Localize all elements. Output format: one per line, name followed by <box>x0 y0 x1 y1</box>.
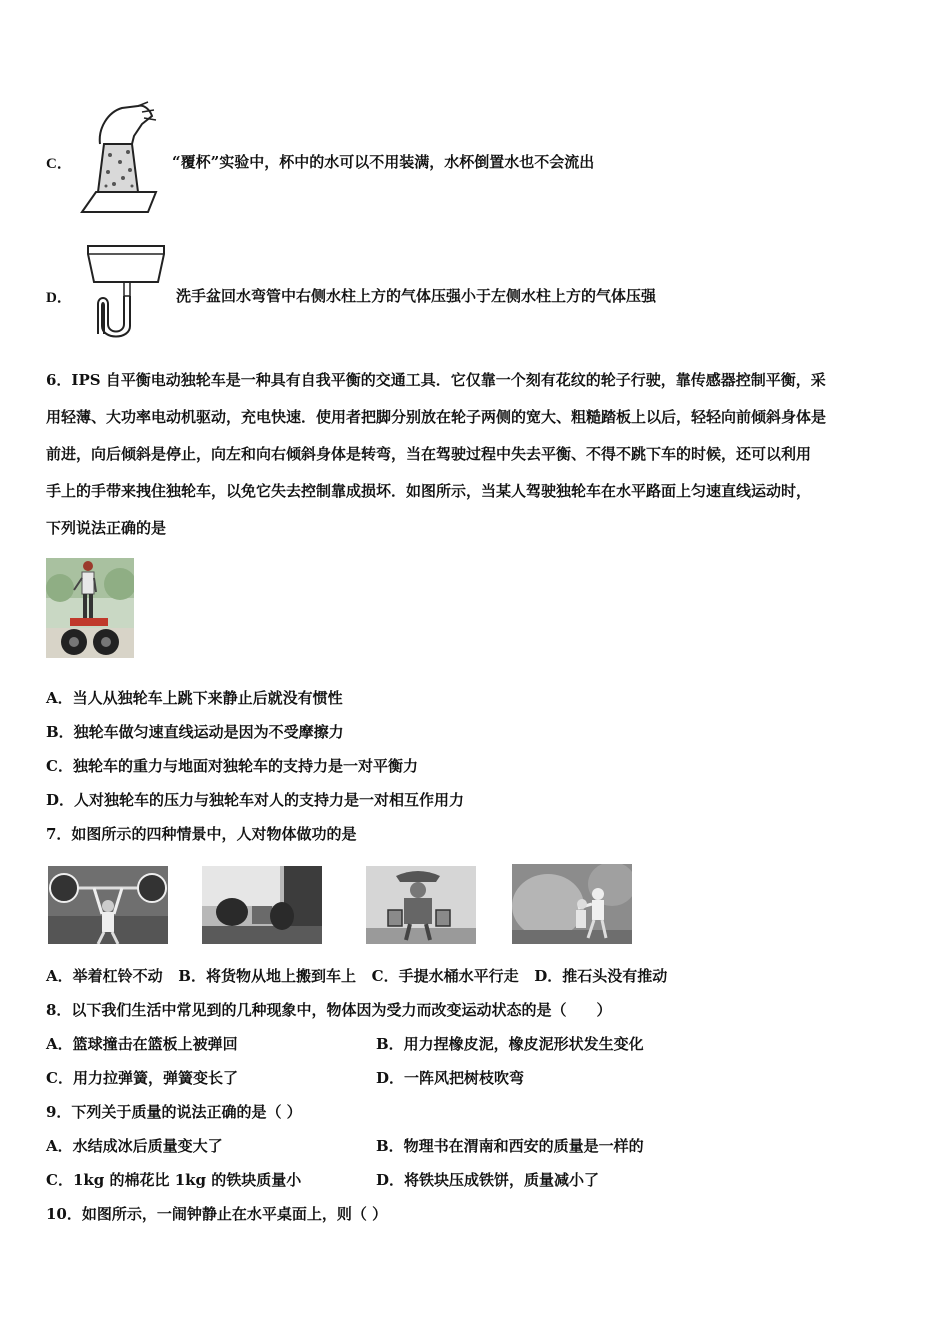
q8-option-b: B．用力捏橡皮泥，橡皮泥形状发生变化 <box>376 1035 644 1053</box>
q6-option-b: B．独轮车做匀速直线运动是因为不受摩擦力 <box>46 723 344 741</box>
sink-trap-illustration <box>84 242 168 340</box>
option-d-label: D． <box>46 290 72 306</box>
barbell-photo <box>48 866 168 944</box>
q7-options: A．举着杠铃不动 B．将货物从地上搬到车上 C．手提水桶水平行走 D．推石头没有推动 <box>46 967 668 985</box>
q6-line-2: 用轻薄、大功率电动机驱动，充电快速．使用者把脚分别放在轮子两侧的宽大、粗糙踏板上以后，轻轻向前倾斜身体是 <box>46 408 827 426</box>
unicycle-photo <box>46 558 134 658</box>
q9-option-d: D．将铁块压成铁饼，质量减小了 <box>376 1171 600 1189</box>
question-10-stem: 10．如图所示，一闹钟静止在水平桌面上，则（ ） <box>46 1205 388 1223</box>
q6-line-5: 下列说法正确的是 <box>46 519 167 537</box>
option-c-text: “覆杯”实验中，杯中的水可以不用装满，水杯倒置水也不会流出 <box>172 153 595 171</box>
q6-option-c: C．独轮车的重力与地面对独轮车的支持力是一对平衡力 <box>46 757 418 775</box>
push-rock-photo <box>512 864 632 944</box>
question-7-stem: 7．如图所示的四种情景中，人对物体做功的是 <box>46 825 357 843</box>
cargo-photo <box>202 866 322 944</box>
q6-line-4: 手上的手带来拽住独轮车，以免它失去控制靠成损坏．如图所示，当某人驾驶独轮车在水平路面上匀速直线运动时， <box>46 482 812 500</box>
q8-option-a: A．篮球撞击在篮板上被弹回 <box>46 1035 238 1053</box>
q8-option-c: C．用力拉弹簧，弹簧变长了 <box>46 1069 238 1087</box>
water-bucket-photo <box>366 866 476 944</box>
question-9-stem: 9．下列关于质量的说法正确的是（ ） <box>46 1103 302 1121</box>
q8-option-d: D．一阵风把树枝吹弯 <box>376 1069 525 1087</box>
q9-option-b: B．物理书在渭南和西安的质量是一样的 <box>376 1137 644 1155</box>
question-8-stem: 8．以下我们生活中常见到的几种现象中，物体因为受力而改变运动状态的是（ ） <box>46 1001 612 1019</box>
option-d-text: 洗手盆回水弯管中右侧水柱上方的气体压强小于左侧水柱上方的气体压强 <box>176 287 657 305</box>
q6-option-d: D．人对独轮车的压力与独轮车对人的支持力是一对相互作用力 <box>46 791 465 809</box>
option-c-label: C． <box>46 156 72 172</box>
q9-option-c: C．1kg 的棉花比 1kg 的铁块质量小 <box>46 1171 302 1189</box>
q6-line-3: 前进，向后倾斜是停止，向左和向右倾斜身体是转弯，当在驾驶过程中失去平衡、不得不跳下车的时候，还可以利用 <box>46 445 812 463</box>
question-6-stem <box>46 362 908 547</box>
q6-option-a: A．当人从独轮车上跳下来静止后就没有惯性 <box>46 689 343 707</box>
q6-line-1: 6．IPS 自平衡电动独轮车是一种具有自我平衡的交通工具．它仅靠一个刻有花纹的轮子行驶，靠传感器控制平衡，采 <box>46 371 826 389</box>
q9-option-a: A．水结成冰后质量变大了 <box>46 1137 223 1155</box>
cup-experiment-illustration <box>78 100 160 216</box>
